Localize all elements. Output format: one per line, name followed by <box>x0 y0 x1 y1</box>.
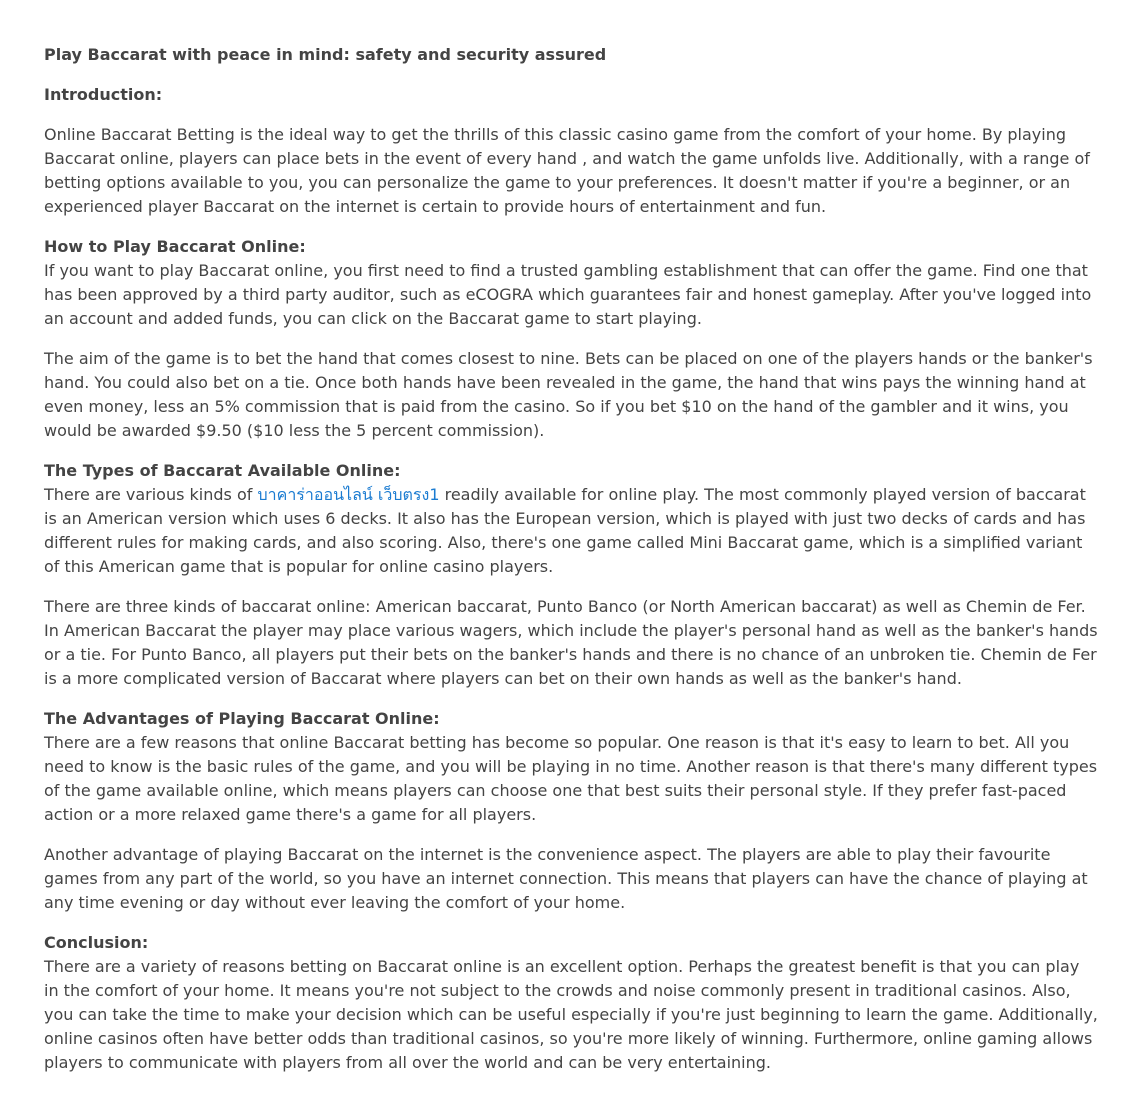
game-aim-paragraph: The aim of the game is to bet the hand that comes closest to nine. Bets can be placed on one of the players hands or the banker's hand. You could also bet on a tie. Once both hands have been revealed in the game, the hand that wins pays the winning hand at even money, less an 5% commission that is paid from the casino. So if you bet $10 on the hand of the gambler and it wins, you would be awarded $9.50 ($10 less the 5 percent commission). <box>44 349 1093 440</box>
how-to-play-section <box>44 235 1098 331</box>
conclusion-paragraph: There are a variety of reasons betting on Baccarat online is an excellent option. Perhaps the greatest benefit is that you can play in the comfort of your home. It means you're not subject to the crowds and noise commonly present in traditional casinos. Also, you can take the time to make your decision which can be useful especially if you're just beginning to learn the game. Additionally, online casinos often have better odds than traditional casinos, so you're more likely of winning. Furthermore, online gaming allows players to communicate with players from all over the world and can be very entertaining. <box>44 957 1098 1072</box>
types-heading: The Types of Baccarat Available Online: <box>44 461 401 480</box>
advantages-section <box>44 707 1098 827</box>
types-text-after-link: readily available for online play. The most commonly played version of baccarat is an American version which uses 6 decks. It also has the European version, which is played with just two decks of cards and has different rules for making cards, and also scoring. Also, there's one game called Mini Baccarat game, which is a simplified variant of this American game that is popular for online casino players. <box>44 485 1086 576</box>
types-text-before-link: There are various kinds of <box>44 485 258 504</box>
advantages-heading: The Advantages of Playing Baccarat Online: <box>44 709 440 728</box>
article-title: Play Baccarat with peace in mind: safety and security assured <box>44 45 607 64</box>
how-to-play-heading: How to Play Baccarat Online: <box>44 237 306 256</box>
types-paragraph-2: There are three kinds of baccarat online: American baccarat, Punto Banco (or North American baccarat) as well as Chemin de Fer. In American Baccarat the player may place various wagers, which include the player's personal hand as well as the banker's hands or a tie. For Punto Banco, all players put their bets on the banker's hands and there is no chance of an unbroken tie. Chemin de Fer is a more complicated version of Baccarat where players can bet on their own hands as well as the banker's hand. <box>44 597 1098 688</box>
intro-heading: Introduction: <box>44 85 163 104</box>
conclusion-section <box>44 931 1098 1075</box>
conclusion-heading: Conclusion: <box>44 933 149 952</box>
advantages-paragraph-2: Another advantage of playing Baccarat on the internet is the convenience aspect. The players are able to play their favourite games from any part of the world, so you have an internet connection. This means that players can have the chance of playing at any time evening or day without ever leaving the comfort of your home. <box>44 845 1088 912</box>
intro-paragraph: Online Baccarat Betting is the ideal way to get the thrills of this classic casino game from the comfort of your home. By playing Baccarat online, players can place bets in the event of every hand , and watch the game unfolds live. Additionally, with a range of betting options available to you, you can personalize the game to your preferences. It doesn't matter if you're a beginner, or an experienced player Baccarat on the internet is certain to provide hours of entertainment and fun. <box>44 125 1090 216</box>
advantages-paragraph: There are a few reasons that online Baccarat betting has become so popular. One reason is that it's easy to learn to bet. All you need to know is the basic rules of the game, and you will be playing in no time. Another reason is that there's many different types of the game available online, which means players can choose one that best suits their personal style. If they prefer fast-paced action or a more relaxed game there's a game for all players. <box>44 733 1098 824</box>
types-section <box>44 459 1098 579</box>
how-to-play-paragraph: If you want to play Baccarat online, you first need to find a trusted gambling establishment that can offer the game. Find one that has been approved by a third party auditor, such as eCOGRA which guarantees fair and honest gameplay. After you've logged into an account and added funds, you can click on the Baccarat game to start playing. <box>44 261 1092 328</box>
baccarat-online-link[interactable]: บาคาร่าออนไลน์ เว็บตรง1 <box>257 485 440 504</box>
article <box>44 43 1098 1091</box>
